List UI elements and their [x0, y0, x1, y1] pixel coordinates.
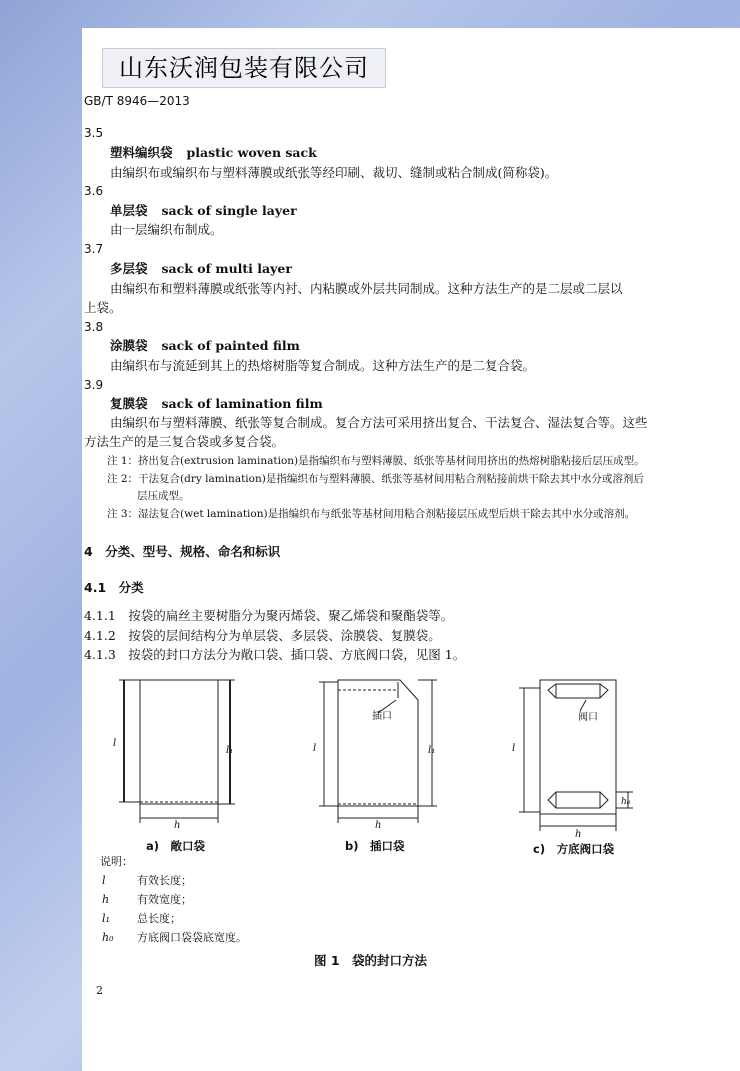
term-zh: 复膜袋 [110, 396, 148, 411]
label-h-a: h [174, 820, 181, 831]
label-l-b: l [313, 743, 317, 754]
term-definition-cont: 方法生产的是三复合袋或多复合袋。 [84, 434, 285, 449]
term-zh: 单层袋 [110, 203, 148, 218]
term-zh: 涂膜袋 [110, 338, 148, 353]
legend-desc: 方底阀口袋袋底宽度。 [137, 931, 247, 944]
term-definition: 由编织布和塑料薄膜或纸张等内衬、内粘膜或外层共同制成。这种方法生产的是二层或二层以 [110, 281, 623, 296]
term-zh: 多层袋 [110, 261, 148, 276]
label-h0-c: h₀ [621, 797, 631, 807]
term-number: 3.5 [84, 126, 104, 140]
term-definition: 由编织布或编织布与塑料薄膜或纸张等经印刷、裁切、缝制或粘合制成(简称袋)。 [110, 165, 558, 180]
caption-c: c) 方底阀口袋 [533, 842, 615, 856]
company-watermark: 山东沃润包装有限公司 [102, 48, 386, 88]
legend-desc: 有效长度； [137, 874, 192, 887]
caption-b: b) 插口袋 [345, 839, 405, 853]
bag-c-top-valve [548, 684, 608, 698]
note-cont: 层压成型。 [137, 490, 190, 502]
note: 注 2：干法复合(dry lamination)是指编织布与塑料薄膜、纸张等基材间用粘合剂粘接前烘干除去其中水分或溶剂后 [107, 473, 644, 485]
bag-b-outline [338, 680, 418, 806]
term-definition: 由一层编织布制成。 [110, 222, 223, 237]
term-en: plastic woven sack [186, 145, 317, 160]
note: 注 3：湿法复合(wet lamination)是指编织布与纸张等基材间用粘合剂粘接层压成型后烘干除去其中水分或溶剂。 [107, 508, 636, 520]
standard-id: GB/T 8946—2013 [84, 94, 190, 108]
legend-desc: 总长度； [137, 912, 181, 925]
term-en: sack of multi layer [161, 261, 292, 276]
legend-symbol: h [102, 893, 110, 906]
legend-symbol: l₁ [102, 912, 110, 925]
clause: 4.1.1 按袋的扁丝主要树脂分为聚丙烯袋、聚乙烯袋和聚酯袋等。 [84, 608, 454, 623]
legend-symbol: h₀ [102, 931, 114, 944]
clause: 4.1.3 按袋的封口方法分为敞口袋、插口袋、方底阀口袋，见图 1。 [84, 647, 466, 662]
label-l-a: l [113, 738, 117, 749]
bag-c-bottom [548, 792, 608, 808]
label-l-c: l [512, 743, 516, 754]
term-definition: 由编织布与塑料薄膜、纸张等复合制成。复合方法可采用挤出复合、干法复合、湿法复合等。这些 [110, 415, 648, 430]
label-l1-a: l₁ [226, 745, 234, 756]
term-number: 3.9 [84, 378, 104, 392]
page-number: 2 [96, 984, 103, 997]
label-valve: 阀口 [578, 712, 598, 723]
caption-a: a) 敞口袋 [146, 839, 206, 853]
clause: 4.1.2 按袋的层间结构分为单层袋、多层袋、涂膜袋、复膜袋。 [84, 628, 441, 643]
bag-a-outline [140, 680, 218, 804]
term-definition-cont: 上袋。 [84, 300, 122, 315]
label-h-c: h [575, 829, 582, 840]
note: 注 1：挤出复合(extrusion lamination)是指编织布与塑料薄膜、纸张等基材间用挤出的热熔树脂粘接后层压成型。 [107, 455, 645, 467]
section-heading: 4 分类、型号、规格、命名和标识 [84, 544, 281, 559]
subsection-heading: 4.1 分类 [84, 580, 144, 595]
term-zh: 塑料编织袋 [110, 145, 173, 160]
label-l1-b: l₁ [428, 745, 436, 756]
term-number: 3.6 [84, 184, 104, 198]
term-en: sack of painted film [161, 338, 300, 353]
term-en: sack of single layer [161, 203, 297, 218]
term-number: 3.7 [84, 242, 104, 256]
term-en: sack of lamination film [161, 396, 323, 411]
legend-desc: 有效宽度； [137, 893, 192, 906]
term-number: 3.8 [84, 320, 104, 334]
legend-symbol: l [102, 874, 106, 887]
term-definition: 由编织布与流延到其上的热熔树脂等复合制成。这种方法生产的是二复合袋。 [110, 358, 536, 373]
label-insert: 插口 [372, 711, 392, 722]
figure-title: 图 1 袋的封口方法 [314, 953, 428, 968]
bag-c-outline [540, 680, 616, 814]
label-h-b: h [375, 820, 382, 831]
legend-title: 说明： [100, 855, 133, 868]
